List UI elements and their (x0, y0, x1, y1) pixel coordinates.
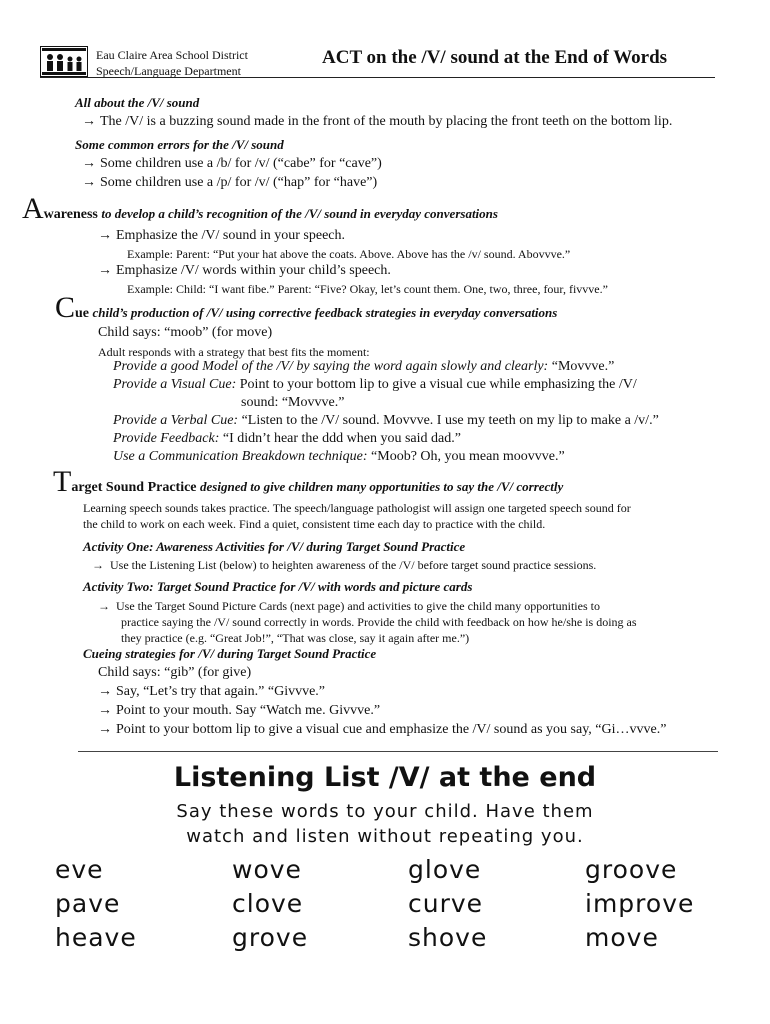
cue-visual-2: sound: “Movvve.” (241, 395, 345, 410)
word-item: pave (55, 889, 121, 918)
cue-feedback-label: Provide Feedback: (113, 431, 220, 446)
cue-breakdown (113, 448, 565, 466)
cue-adult: Adult responds with a strategy that best fits the moment: (98, 345, 370, 359)
arrow-icon: → (98, 684, 112, 699)
about-heading: All about the /V/ sound (75, 95, 200, 110)
activity-one-item (92, 556, 596, 574)
drop-letter-c: C (55, 291, 76, 324)
awareness-item-text: Emphasize /V/ words within your child’s speech. (116, 263, 391, 278)
page-title: ACT on the /V/ sound at the End of Words (322, 47, 668, 68)
district-name (96, 47, 248, 79)
arrow-icon: → (82, 175, 96, 190)
errors-item-text: Some children use a /b/ for /v/ (“cabe” for “cave”) (100, 156, 382, 171)
cue-desc: child’s production of /V/ using corrective feedback strategies in everyday conversations (92, 305, 558, 320)
errors-item-text: Some children use a /p/ for /v/ (“hap” for “have”) (100, 175, 378, 190)
activity-two-line-2: practice saying the /V/ sound correctly in words. Provide the child with feedback on how he/she is doing as (121, 615, 637, 629)
arrow-icon: → (98, 599, 110, 613)
awareness-item-text: Emphasize the /V/ sound in your speech. (116, 228, 346, 243)
cueing-item-text: Say, “Let’s try that again.” “Givvve.” (116, 684, 326, 699)
word-item: heave (55, 923, 137, 952)
cue-visual-label: Provide a Visual Cue: (113, 377, 237, 392)
arrow-icon: → (98, 263, 112, 278)
cue-model (113, 358, 614, 376)
word-item: glove (408, 855, 482, 884)
cue-visual-text: Point to your bottom lip to give a visual cue while emphasizing the /V/ (239, 377, 637, 392)
target-desc: designed to give children many opportunities to say the /V/ correctly (200, 479, 564, 494)
word-item: curve (408, 889, 484, 918)
activity-two-text: Use the Target Sound Picture Cards (next page) and activities to give the child many opportunities to (116, 599, 600, 613)
cueing-item-3 (98, 721, 666, 739)
word-item: eve (55, 855, 104, 884)
word-item: grove (232, 923, 309, 952)
word-item: clove (232, 889, 304, 918)
about-line (82, 113, 672, 131)
word-item: move (585, 923, 659, 952)
awareness-item-2 (98, 262, 391, 280)
cue-child-says: Child says: “moob” (for move) (98, 325, 273, 340)
listening-title: Listening List /V/ at the end (173, 762, 597, 793)
activity-one-text: Use the Listening List (below) to heighten awareness of the /V/ before target sound practice sessions. (110, 558, 597, 572)
arrow-icon: → (98, 703, 112, 718)
cue-model-text: “Movvve.” (551, 359, 615, 374)
word-item: groove (585, 855, 678, 884)
target-para-2: the child to work on each week. Find a quiet, consistent time each day to practice with the child. (83, 517, 546, 531)
activity-two-line-3: they practice (e.g. “Great Job!”, “That was close, say it again after me.”) (121, 631, 470, 645)
errors-item-1 (82, 155, 382, 173)
word-item: improve (585, 889, 695, 918)
section-divider (78, 751, 718, 752)
awareness-word: wareness (43, 207, 98, 222)
org-line-2: Speech/Language Department (96, 64, 241, 78)
cue-visual (113, 376, 637, 394)
cueing-item-text: Point to your mouth. Say “Watch me. Givvve.” (116, 703, 381, 718)
district-logo (40, 46, 88, 77)
cue-breakdown-text: “Moob? Oh, you mean moovvve.” (371, 449, 565, 464)
awareness-example-2: Example: Child: “I want fibe.” Parent: “Five? Okay, let’s count them. One, two, three, four, fivvve.” (127, 282, 608, 296)
errors-item-2 (82, 174, 377, 192)
listening-sub-1: Say these words to your child. Have them (176, 801, 594, 822)
cueing-heading: Cueing strategies for /V/ during Target Sound Practice (83, 646, 377, 661)
activity-two-heading: Activity Two: Target Sound Practice for /V/ with words and picture cards (83, 579, 473, 594)
word-item: shove (408, 923, 488, 952)
awareness-desc: to develop a child’s recognition of the /V/ sound in everyday conversations (101, 206, 498, 221)
drop-letter-a: A (22, 192, 44, 225)
cue-feedback (113, 430, 461, 448)
header-divider (40, 77, 715, 78)
cueing-item-1 (98, 683, 325, 701)
awareness-example-1: Example: Parent: “Put your hat above the coats. Above. Above has the /v/ sound. Abovvve.” (127, 247, 571, 261)
arrow-icon: → (82, 156, 96, 171)
cue-word: ue (75, 306, 90, 321)
target-para-1: Learning speech sounds takes practice. The speech/language pathologist will assign one targeted speech sound for (83, 501, 631, 515)
cue-verbal-label: Provide a Verbal Cue: (113, 413, 239, 428)
about-text: The /V/ is a buzzing sound made in the front of the mouth by placing the front teeth on the bottom lip. (100, 114, 673, 129)
cue-verbal-text: “Listen to the /V/ sound. Movvve. I use my teeth on my lip to make a /v/.” (241, 413, 659, 428)
awareness-item-1 (98, 227, 345, 245)
activity-one-heading: Activity One: Awareness Activities for /V/ during Target Sound Practice (83, 539, 466, 554)
cueing-child-says: Child says: “gib” (for give) (98, 665, 252, 680)
errors-heading: Some common errors for the /V/ sound (75, 137, 284, 152)
cue-model-label: Provide a good Model of the /V/ by saying the word again slowly and clearly: (113, 359, 549, 374)
cueing-item-2 (98, 702, 380, 720)
arrow-icon: → (82, 114, 96, 129)
cue-verbal (113, 412, 659, 430)
listening-sub-2: watch and listen without repeating you. (186, 826, 584, 847)
drop-letter-t: T (53, 465, 72, 498)
cue-feedback-text: “I didn’t hear the ddd when you said dad.” (222, 431, 461, 446)
cue-breakdown-label: Use a Communication Breakdown technique: (113, 449, 368, 464)
target-word: arget Sound Practice (71, 480, 197, 495)
org-line-1: Eau Claire Area School District (96, 48, 248, 62)
arrow-icon: → (92, 558, 104, 572)
cueing-item-text: Point to your bottom lip to give a visual cue and emphasize the /V/ sound as you say, “Gi…vvve.” (116, 722, 667, 737)
word-item: wove (232, 855, 302, 884)
arrow-icon: → (98, 228, 112, 243)
arrow-icon: → (98, 722, 112, 737)
